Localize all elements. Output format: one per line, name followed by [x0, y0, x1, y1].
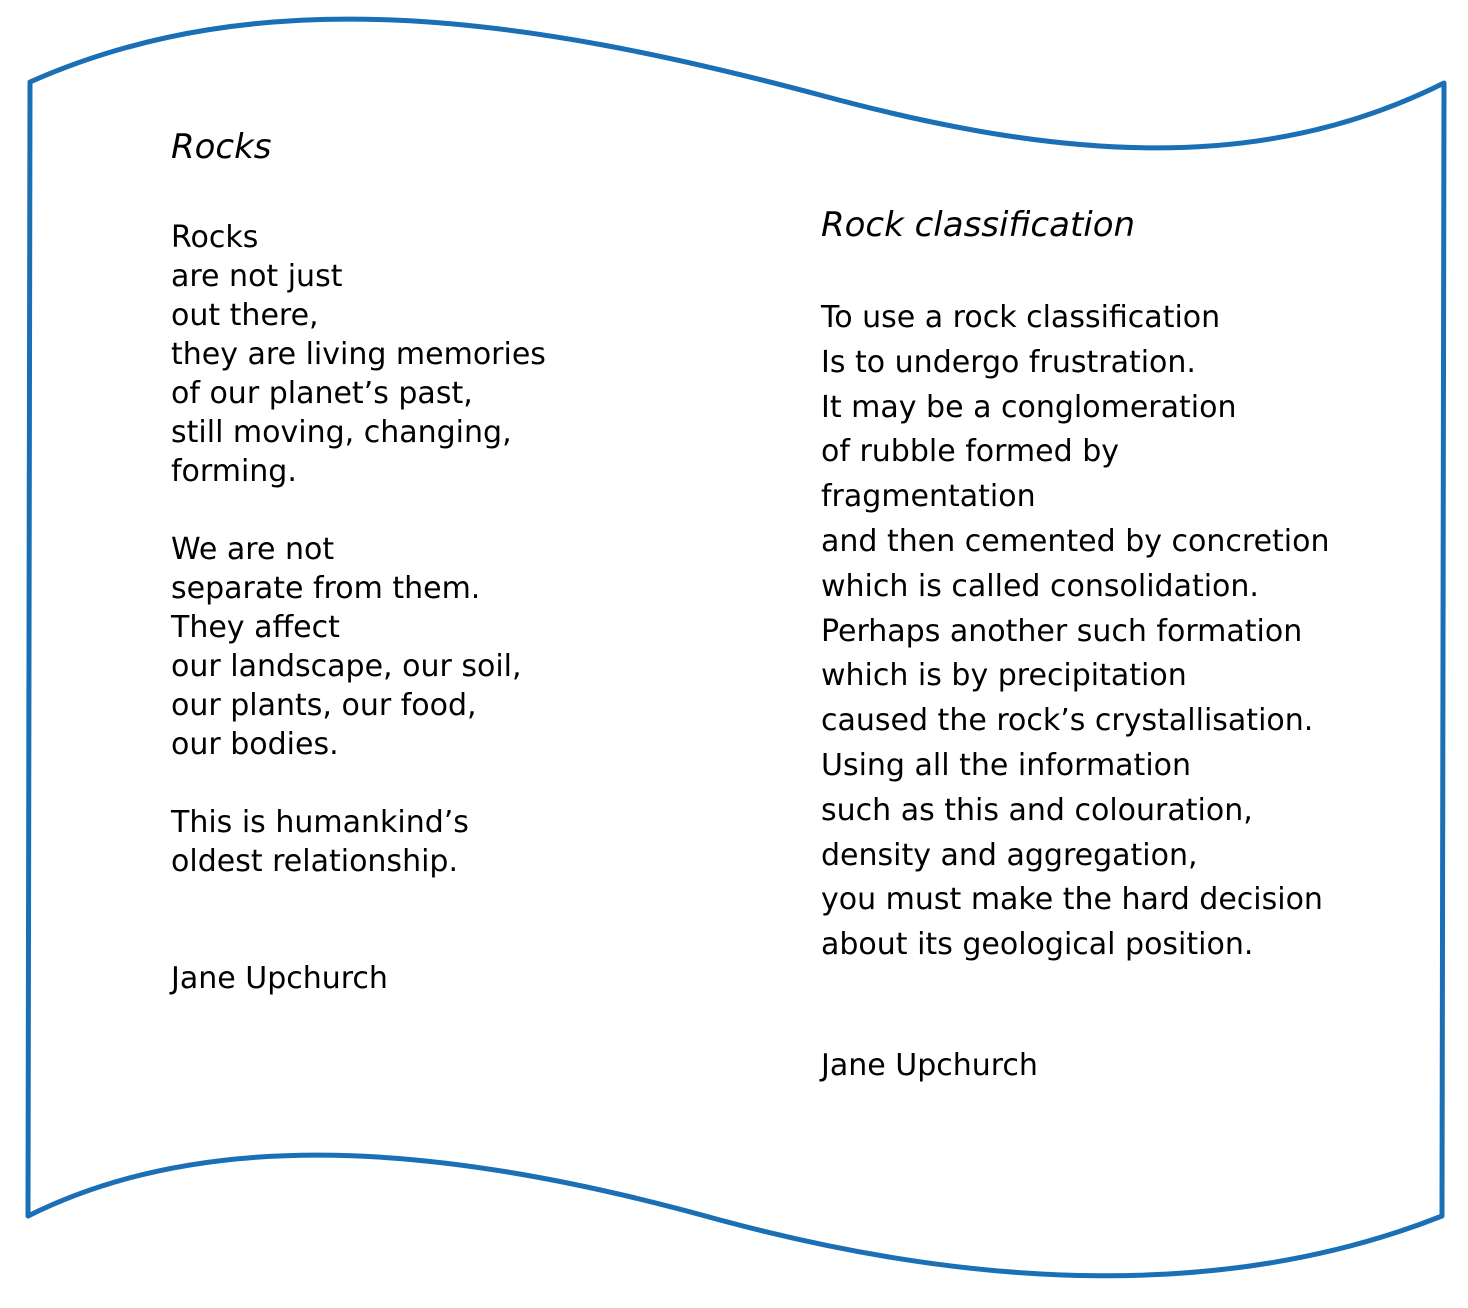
stanza-break	[171, 491, 546, 530]
stanza	[171, 218, 546, 491]
poem-line: This is humankind’s	[171, 805, 469, 840]
stanza	[171, 530, 546, 764]
poem-line: and then cemented by concretion	[821, 523, 1330, 559]
poem-line: Using all the information	[821, 747, 1192, 783]
poem-line: Rocks	[171, 220, 259, 255]
poem-line: of our planet’s past,	[171, 376, 473, 411]
poem-line: out there,	[171, 298, 319, 333]
poem-line: which is by precipitation	[821, 658, 1187, 694]
poem-title: Rock classification	[821, 205, 1136, 245]
poem-line: density and aggregation,	[821, 837, 1198, 873]
poem-line: fragmentation	[821, 479, 1036, 515]
poem-author: Jane Upchurch	[171, 961, 388, 996]
poem-line: our landscape, our soil,	[171, 649, 522, 684]
stanza-break	[171, 764, 546, 803]
poem-line: are not just	[171, 259, 343, 294]
poem-line: still moving, changing,	[171, 415, 512, 450]
poem-line: oldest relationship.	[171, 844, 458, 879]
poem-line: Is to undergo frustration.	[821, 344, 1196, 380]
poem-rocks	[171, 127, 546, 998]
poem-author: Jane Upchurch	[821, 1047, 1038, 1083]
poem-rock-classification	[821, 205, 1330, 1089]
poem-line: which is called consolidation.	[821, 568, 1259, 604]
poem-line: such as this and colouration,	[821, 792, 1253, 828]
poem-line: you must make the hard decision	[821, 882, 1323, 918]
poem-line: our bodies.	[171, 727, 339, 762]
poem-line: forming.	[171, 454, 297, 489]
poem-line: separate from them.	[171, 571, 481, 606]
poem-line: They affect	[171, 610, 340, 645]
poem-line: caused the rock’s crystallisation.	[821, 703, 1314, 739]
poem-line: they are living memories	[171, 337, 546, 372]
stanza	[821, 296, 1330, 968]
poem-line: Perhaps another such formation	[821, 613, 1303, 649]
poem-line: our plants, our food,	[171, 688, 477, 723]
poem-line: of rubble formed by	[821, 434, 1119, 470]
author-break	[821, 968, 1330, 1044]
poem-title: Rocks	[171, 127, 272, 167]
poem-line: about its geological position.	[821, 927, 1254, 963]
poem-line: We are not	[171, 532, 335, 567]
poem-line: To use a rock classification	[821, 300, 1221, 335]
author-break	[171, 881, 546, 959]
stanza	[171, 803, 546, 881]
poem-line: It may be a conglomeration	[821, 389, 1237, 425]
